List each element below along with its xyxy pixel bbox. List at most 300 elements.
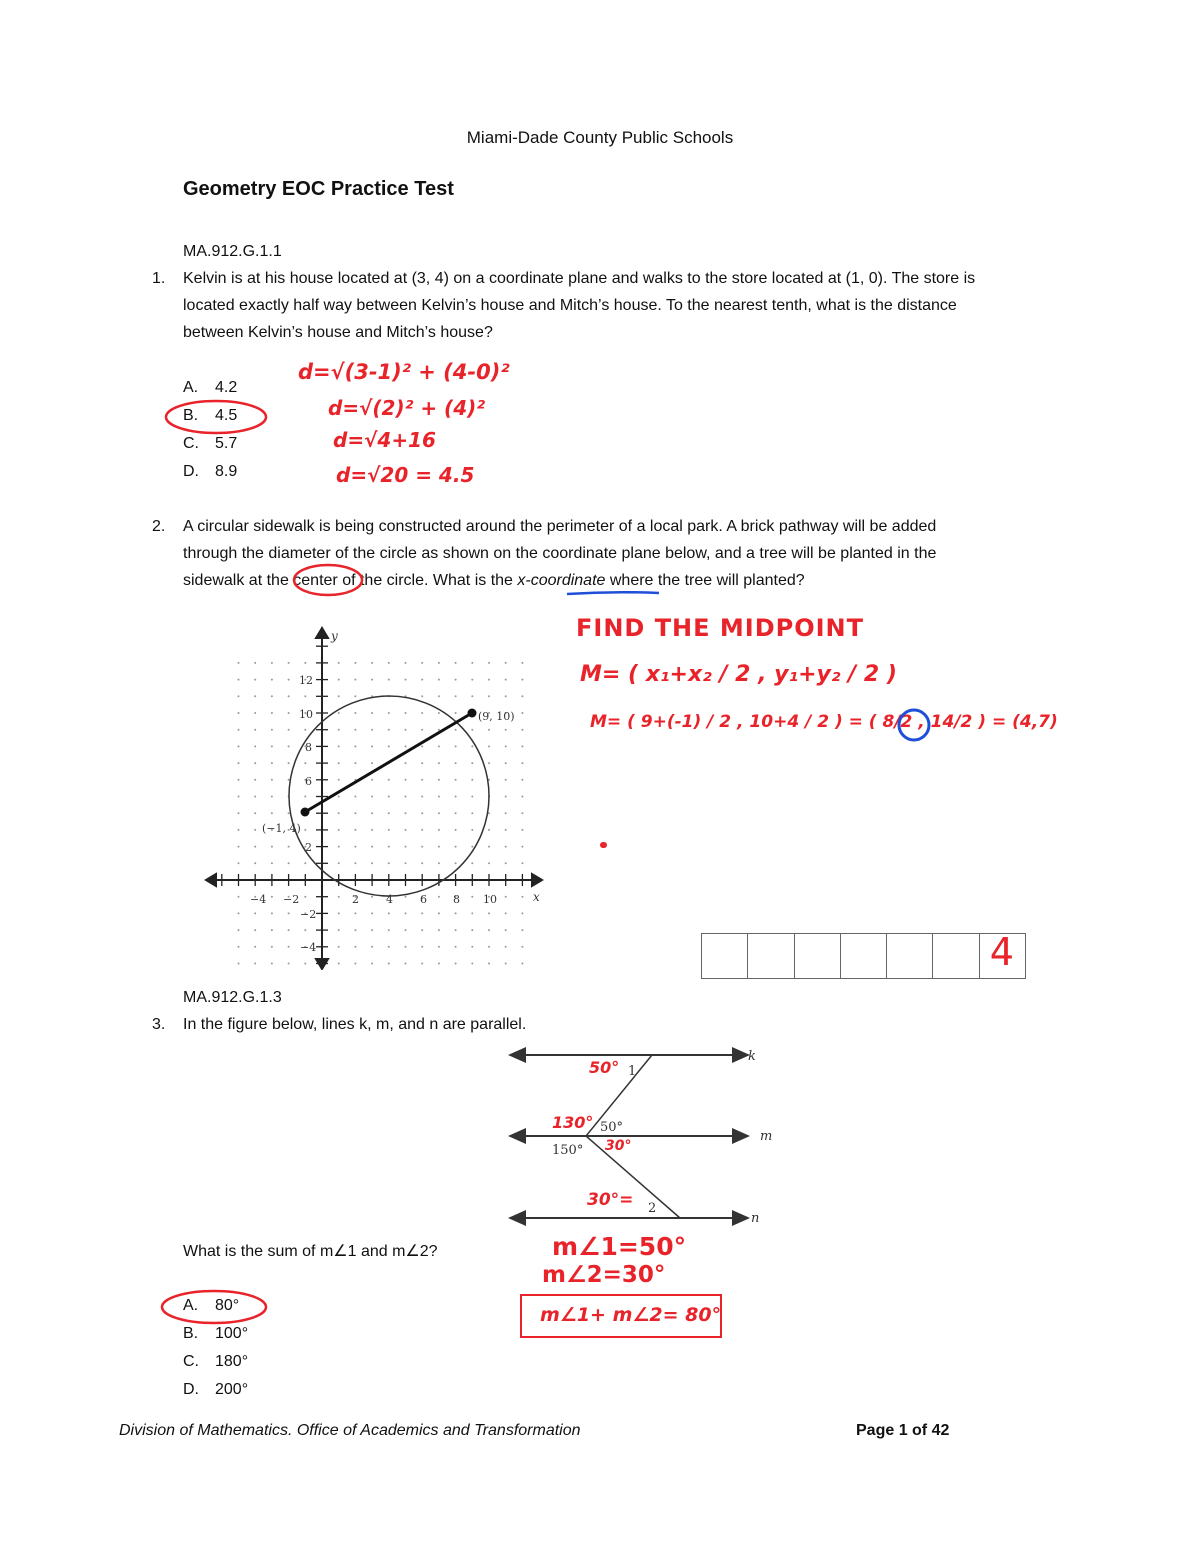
q3-benchmark: MA.912.G.1.3 <box>183 989 282 1006</box>
grid-dot <box>254 762 256 764</box>
grid-dot <box>338 912 340 914</box>
grid-dot <box>455 662 457 664</box>
x-tick-label: 6 <box>420 893 427 906</box>
grid-dot <box>405 662 407 664</box>
grid-dot <box>421 963 423 965</box>
x-tick-label: 10 <box>483 893 497 906</box>
grid-dot <box>338 862 340 864</box>
grid-dot <box>254 946 256 948</box>
point-b-label: (9, 10) <box>478 710 515 723</box>
grid-dot <box>304 729 306 731</box>
grid-dot <box>438 963 440 965</box>
grid-dot <box>288 679 290 681</box>
answer-circle-mark <box>158 1286 270 1328</box>
grid-dot <box>405 729 407 731</box>
endpoint-b <box>468 709 477 718</box>
grid-dot <box>271 796 273 798</box>
grid-dot <box>455 862 457 864</box>
grid-dot <box>388 946 390 948</box>
grid-dot <box>438 846 440 848</box>
grid-dot <box>304 762 306 764</box>
grid-dot <box>488 912 490 914</box>
grid-dot <box>271 812 273 814</box>
grid-dot <box>471 745 473 747</box>
grid-dot <box>421 729 423 731</box>
grid-dot <box>438 662 440 664</box>
grid-dot <box>455 829 457 831</box>
grid-dot <box>455 712 457 714</box>
grid-dot <box>471 729 473 731</box>
grid-dot <box>405 929 407 931</box>
answer-cell[interactable] <box>933 934 979 978</box>
grid-dot <box>421 745 423 747</box>
grid-dot <box>238 662 240 664</box>
grid-dot <box>388 662 390 664</box>
grid-dot <box>238 896 240 898</box>
grid-dot <box>471 862 473 864</box>
grid-dot <box>421 679 423 681</box>
grid-dot <box>505 963 507 965</box>
grid-dot <box>405 912 407 914</box>
grid-dot <box>471 896 473 898</box>
grid-dot <box>488 695 490 697</box>
grid-dot <box>304 896 306 898</box>
grid-dot <box>371 679 373 681</box>
grid-dot <box>238 729 240 731</box>
q2-number: 2. <box>152 518 166 535</box>
q3-question: What is the sum of m∠1 and m∠2? <box>183 1243 438 1260</box>
grid-dot <box>304 796 306 798</box>
grid-dot <box>254 929 256 931</box>
grid-dot <box>371 896 373 898</box>
y-tick-label: −2 <box>300 908 317 921</box>
grid-dot <box>304 963 306 965</box>
grid-dot <box>254 796 256 798</box>
grid-dot <box>521 946 523 948</box>
grid-dot <box>254 912 256 914</box>
grid-dot <box>421 712 423 714</box>
coordinate-graph <box>200 620 560 970</box>
grid-dot <box>354 946 356 948</box>
grid-dot <box>471 846 473 848</box>
grid-dot <box>488 929 490 931</box>
grid-dot <box>354 812 356 814</box>
grid-dot <box>254 662 256 664</box>
angle-150-label: 150° <box>552 1143 584 1158</box>
answer-digit: 4 <box>989 930 1014 974</box>
grid-dot <box>238 712 240 714</box>
q2-text-line: through the diameter of the circle as shown on the coordinate plane below, and a tree will be planted in the <box>183 545 937 562</box>
line-n-label: n <box>751 1211 760 1226</box>
grid-dot <box>371 946 373 948</box>
grid-dot <box>471 829 473 831</box>
grid-dot <box>338 829 340 831</box>
grid-dot <box>521 745 523 747</box>
x-coordinate-term: x-coordinate <box>517 572 606 589</box>
q1-text-line: between Kelvin’s house and Mitch’s house? <box>183 324 493 341</box>
grid-dot <box>438 679 440 681</box>
grid-dot <box>421 779 423 781</box>
grid-dot <box>455 812 457 814</box>
stray-ink-dot <box>600 842 607 848</box>
grid-dot <box>371 846 373 848</box>
grid-dot <box>288 745 290 747</box>
x-axis-label: x <box>533 890 540 904</box>
x-axis-arrow-right <box>532 874 542 886</box>
grid-dot <box>288 929 290 931</box>
grid-dot <box>338 946 340 948</box>
underline-mark <box>563 589 663 599</box>
grid-dot <box>338 796 340 798</box>
grid-dot <box>455 963 457 965</box>
grid-dot <box>271 679 273 681</box>
grid-dot <box>405 712 407 714</box>
grid-dot <box>271 896 273 898</box>
grid-dot <box>338 729 340 731</box>
grid-dot <box>455 729 457 731</box>
grid-dot <box>521 662 523 664</box>
grid-dot <box>254 679 256 681</box>
grid-dot <box>521 963 523 965</box>
grid-dot <box>455 679 457 681</box>
grid-dot <box>354 912 356 914</box>
grid-dot <box>354 712 356 714</box>
grid-dot <box>288 712 290 714</box>
grid-dot <box>471 963 473 965</box>
grid-dot <box>388 812 390 814</box>
q3-figure-note: 30°= <box>587 1190 634 1210</box>
grid-dot <box>271 946 273 948</box>
angle-1-label: 1 <box>628 1064 637 1079</box>
grid-dot <box>254 963 256 965</box>
grid-dot <box>238 846 240 848</box>
q3-work-line: m∠2=30° <box>542 1262 666 1288</box>
grid-dot <box>421 695 423 697</box>
q3-work-line: m∠1=50° <box>552 1232 687 1261</box>
grid-dot <box>254 829 256 831</box>
q3-choice-d[interactable]: D. 200° <box>183 1381 249 1398</box>
grid-dot <box>238 796 240 798</box>
grid-dot <box>271 963 273 965</box>
grid-dot <box>238 829 240 831</box>
grid-dot <box>521 695 523 697</box>
grid-dot <box>521 846 523 848</box>
grid-dot <box>471 662 473 664</box>
grid-dot <box>505 729 507 731</box>
grid-dot <box>354 846 356 848</box>
grid-dot <box>471 946 473 948</box>
q1-text-line: located exactly half way between Kelvin’s house and Mitch’s house. To the nearest tenth, what is the distance <box>183 297 957 314</box>
grid-dot <box>288 862 290 864</box>
q3-figure-note: 30° <box>605 1138 632 1154</box>
grid-dot <box>471 762 473 764</box>
grid-dot <box>455 745 457 747</box>
grid-dot <box>371 779 373 781</box>
grid-dot <box>421 912 423 914</box>
q2-work-line: M= ( 9+(-1) / 2 , 10+4 / 2 ) = ( 8/2 , 14/2 ) = (4,7) <box>590 712 1058 732</box>
y-tick-label: 2 <box>305 841 312 854</box>
grid-dot <box>288 695 290 697</box>
grid-dot <box>438 929 440 931</box>
grid-dot <box>238 695 240 697</box>
grid-dot <box>354 662 356 664</box>
q3-figure-note: 130° <box>552 1113 594 1132</box>
parallel-lines-figure <box>500 1040 780 1230</box>
grid-dot <box>421 662 423 664</box>
q1-choice-a[interactable]: A. 4.2 <box>183 379 238 396</box>
grid-dot <box>455 695 457 697</box>
q3-answer-box <box>520 1294 722 1338</box>
center-circle-mark <box>290 560 370 602</box>
angle-50-label: 50° <box>600 1120 624 1135</box>
grid-dot <box>338 695 340 697</box>
grid-dot <box>405 946 407 948</box>
grid-dot <box>238 745 240 747</box>
grid-dot <box>338 662 340 664</box>
grid-dot <box>238 762 240 764</box>
grid-dot <box>354 862 356 864</box>
grid-dot <box>254 695 256 697</box>
grid-dot <box>421 846 423 848</box>
grid-dot <box>354 745 356 747</box>
grid-dot <box>338 846 340 848</box>
grid-dot <box>488 762 490 764</box>
grid-dot <box>304 695 306 697</box>
grid-dot <box>405 762 407 764</box>
grid-dot <box>505 796 507 798</box>
grid-dot <box>471 912 473 914</box>
grid-dot <box>288 946 290 948</box>
angle-2-label: 2 <box>648 1201 657 1216</box>
grid-dot <box>405 846 407 848</box>
grid-dot <box>271 929 273 931</box>
grid-dot <box>521 762 523 764</box>
q3-choice-a[interactable]: A. 80° <box>183 1297 240 1314</box>
q1-choice-c[interactable]: C. 5.7 <box>183 435 238 452</box>
grid-dot <box>471 812 473 814</box>
grid-dot <box>455 929 457 931</box>
grid-dot <box>421 929 423 931</box>
grid-dot <box>488 679 490 681</box>
grid-dot <box>371 712 373 714</box>
y-tick-label: −4 <box>300 941 317 954</box>
q3-work-line: m∠1+ m∠2= 80° <box>540 1304 722 1326</box>
answer-cell[interactable] <box>748 934 794 978</box>
grid-dot <box>371 745 373 747</box>
grid-dot <box>288 762 290 764</box>
grid-dot <box>455 946 457 948</box>
grid-dot <box>488 862 490 864</box>
grid-dot <box>254 745 256 747</box>
x-axis-arrow-left <box>206 874 216 886</box>
grid-dot <box>338 779 340 781</box>
answer-cell[interactable] <box>887 934 933 978</box>
grid-dot <box>505 862 507 864</box>
grid-dot <box>338 812 340 814</box>
grid-dot <box>238 929 240 931</box>
y-tick-label: 12 <box>299 674 313 687</box>
grid-dot <box>254 862 256 864</box>
q3-number: 3. <box>152 1016 166 1033</box>
grid-dot <box>338 679 340 681</box>
grid-dot <box>288 662 290 664</box>
q3-choice-c[interactable]: C. 180° <box>183 1353 249 1370</box>
q2-work-line: FIND THE MIDPOINT <box>576 614 865 642</box>
q2-text-line: A circular sidewalk is being constructed around the perimeter of a local park. A brick pathway will be added <box>183 518 937 535</box>
grid-dot <box>388 679 390 681</box>
grid-dot <box>271 662 273 664</box>
grid-dot <box>521 779 523 781</box>
y-axis-label: y <box>331 629 338 643</box>
grid-dot <box>405 829 407 831</box>
grid-dot <box>354 796 356 798</box>
grid-dot <box>388 912 390 914</box>
grid-dot <box>338 963 340 965</box>
q1-work-line: d=√4+16 <box>333 428 436 452</box>
grid-dot <box>471 779 473 781</box>
grid-dot <box>405 963 407 965</box>
grid-dot <box>371 963 373 965</box>
footer-division: Division of Mathematics. Office of Academics and Transformation <box>119 1422 581 1439</box>
grid-dot <box>238 679 240 681</box>
grid-dot <box>271 712 273 714</box>
grid-dot <box>488 846 490 848</box>
q1-work-line: d=√(2)² + (4)² <box>328 396 486 420</box>
grid-dot <box>438 812 440 814</box>
grid-dot <box>505 896 507 898</box>
grid-dot <box>521 912 523 914</box>
grid-dot <box>438 762 440 764</box>
grid-dot <box>405 745 407 747</box>
grid-dot <box>471 929 473 931</box>
q1-work-line: d=√20 = 4.5 <box>336 463 475 487</box>
grid-dot <box>521 829 523 831</box>
grid-dot <box>388 745 390 747</box>
footer-page-number: Page 1 of 42 <box>856 1422 950 1439</box>
grid-dot <box>371 662 373 664</box>
line-m-label: m <box>760 1129 773 1144</box>
x-tick-label: −2 <box>283 893 300 906</box>
grid-dot <box>438 779 440 781</box>
grid-dot <box>488 946 490 948</box>
q1-work-line: d=√(3-1)² + (4-0)² <box>298 360 510 384</box>
answer-grid <box>701 930 1026 979</box>
grid-dot <box>338 929 340 931</box>
q1-choice-d[interactable]: D. 8.9 <box>183 463 238 480</box>
grid-dot <box>371 762 373 764</box>
grid-dot <box>388 729 390 731</box>
grid-dot <box>288 912 290 914</box>
grid-dot <box>438 946 440 948</box>
grid-dot <box>271 745 273 747</box>
grid-dot <box>405 896 407 898</box>
answer-cell[interactable] <box>795 934 841 978</box>
grid-dot <box>438 862 440 864</box>
grid-dot <box>338 712 340 714</box>
grid-dot <box>505 946 507 948</box>
grid-dot <box>388 796 390 798</box>
grid-dot <box>471 796 473 798</box>
grid-dot <box>354 762 356 764</box>
grid-dot <box>405 796 407 798</box>
grid-dot <box>521 929 523 931</box>
grid-dot <box>254 729 256 731</box>
grid-dot <box>371 729 373 731</box>
grid-dot <box>405 862 407 864</box>
answer-cell[interactable] <box>841 934 887 978</box>
grid-dot <box>438 729 440 731</box>
grid-dot <box>371 812 373 814</box>
grid-dot <box>354 679 356 681</box>
grid-dot <box>354 695 356 697</box>
answer-circle-mark <box>893 704 935 746</box>
grid-dot <box>455 796 457 798</box>
q2-text-line: sidewalk at the center of the circle. What is the x-coordinate where the tree will planted? <box>183 572 805 589</box>
grid-dot <box>271 862 273 864</box>
grid-dot <box>505 762 507 764</box>
grid-dot <box>388 963 390 965</box>
grid-dot <box>271 695 273 697</box>
grid-dot <box>371 862 373 864</box>
grid-dot <box>388 846 390 848</box>
x-tick-label: 8 <box>453 893 460 906</box>
q2-work-line: M= ( x₁+x₂ / 2 , y₁+y₂ / 2 ) <box>580 662 897 687</box>
grid-dot <box>488 729 490 731</box>
grid-dot <box>388 862 390 864</box>
answer-cell[interactable] <box>702 934 748 978</box>
grid-dot <box>521 796 523 798</box>
grid-dot <box>505 662 507 664</box>
grid-dot <box>254 812 256 814</box>
grid-dot <box>371 912 373 914</box>
x-tick-label: −4 <box>250 893 267 906</box>
grid-dot <box>238 912 240 914</box>
grid-dot <box>388 712 390 714</box>
grid-dot <box>238 862 240 864</box>
grid-dot <box>288 729 290 731</box>
y-tick-label: 10 <box>299 708 313 721</box>
grid-dot <box>371 796 373 798</box>
grid-dot <box>288 963 290 965</box>
grid-dot <box>438 796 440 798</box>
grid-dot <box>388 929 390 931</box>
grid-dot <box>421 946 423 948</box>
grid-dot <box>521 896 523 898</box>
grid-dot <box>271 729 273 731</box>
grid-dot <box>438 745 440 747</box>
grid-dot <box>304 662 306 664</box>
q3-text-line: In the figure below, lines k, m, and n are parallel. <box>183 1016 527 1033</box>
grid-dot <box>521 729 523 731</box>
grid-dot <box>455 779 457 781</box>
grid-dot <box>471 695 473 697</box>
grid-dot <box>254 846 256 848</box>
grid-dot <box>455 846 457 848</box>
line-k-label: k <box>748 1049 756 1064</box>
grid-dot <box>288 779 290 781</box>
q1-choice-b[interactable]: B. 4.5 <box>183 407 238 424</box>
grid-dot <box>521 862 523 864</box>
q3-choice-b[interactable]: B. 100° <box>183 1325 249 1342</box>
grid-dot <box>304 929 306 931</box>
grid-dot <box>271 779 273 781</box>
grid-dot <box>271 762 273 764</box>
grid-dot <box>254 779 256 781</box>
answer-cell[interactable] <box>980 930 1025 978</box>
grid-dot <box>405 779 407 781</box>
grid-dot <box>288 846 290 848</box>
q1-text-line: Kelvin is at his house located at (3, 4) on a coordinate plane and walks to the store located at (1, 0). The store is <box>183 270 976 287</box>
